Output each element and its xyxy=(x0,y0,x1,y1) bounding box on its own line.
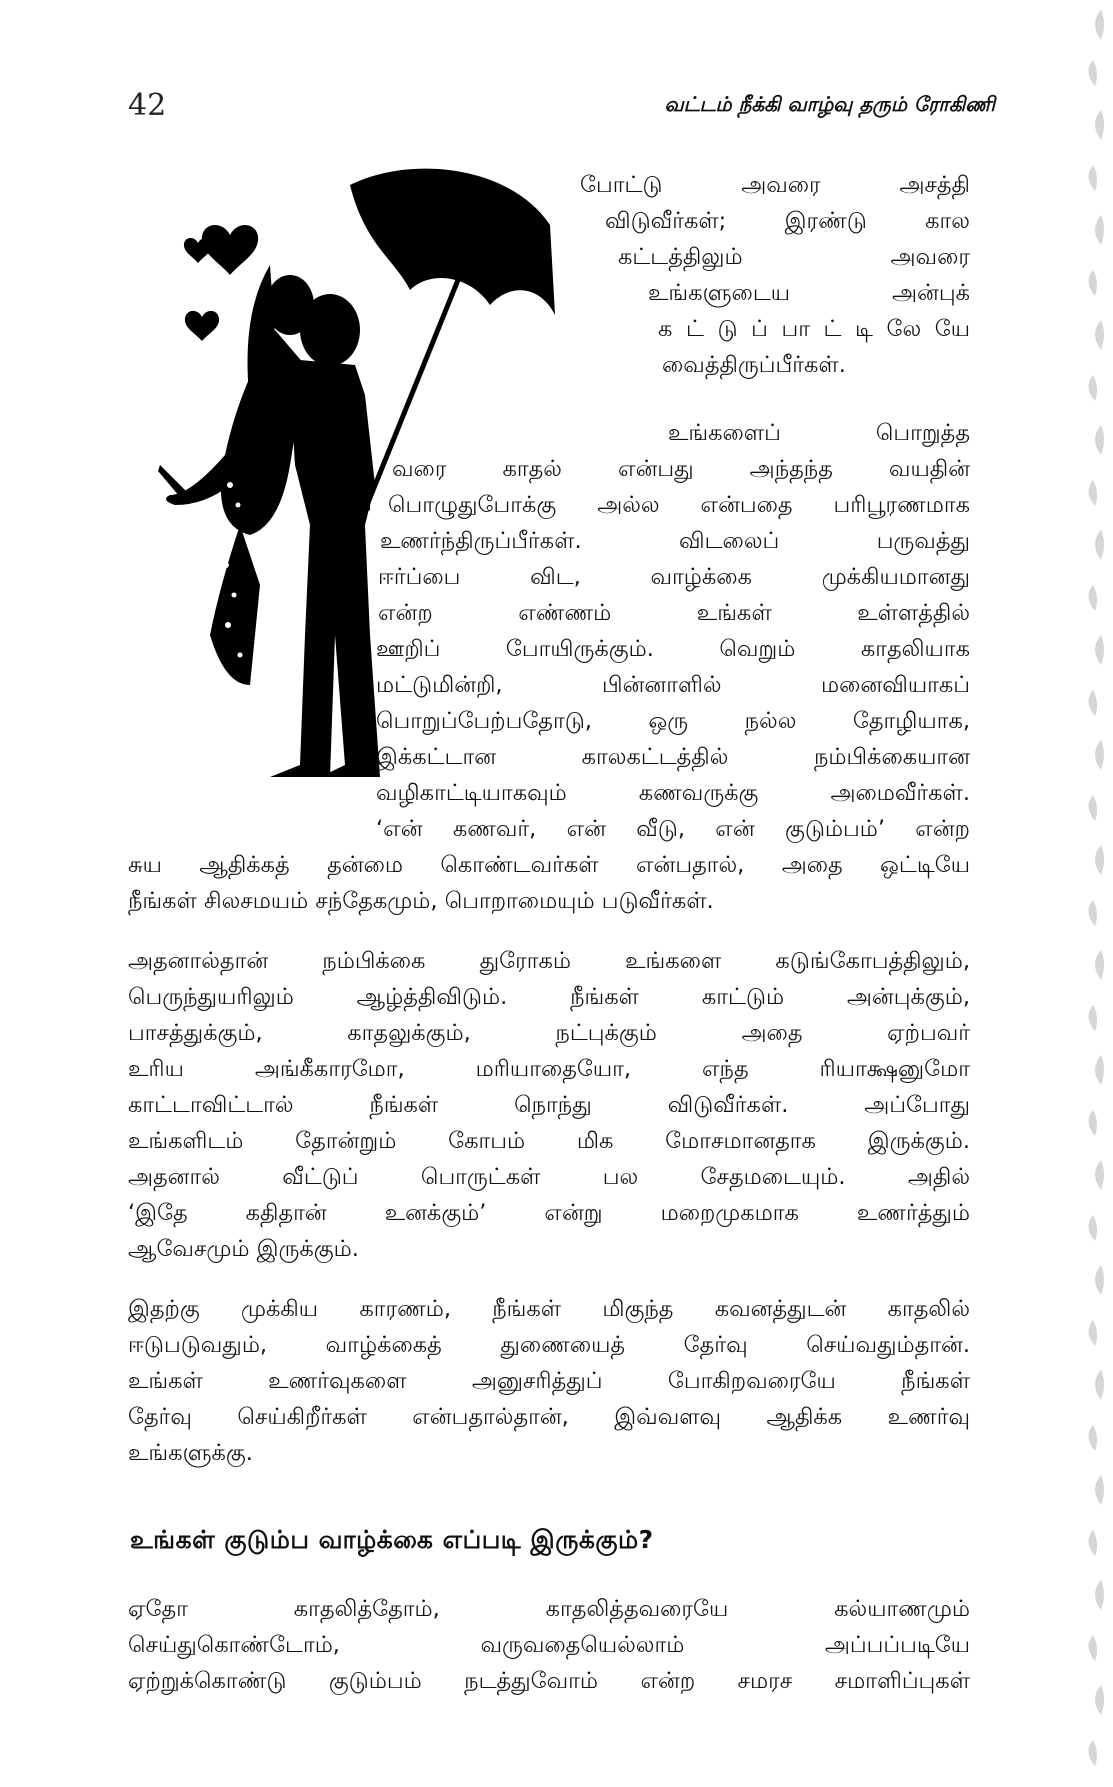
text-line: ஈடுபடுவதும், வாழ்க்கைத் துணையைத் தேர்வு செய்வதும்தான். xyxy=(128,1332,970,1358)
text-line: மட்டுமின்றி, பின்னாளில் மனைவியாகப் xyxy=(376,672,970,698)
text-line: ஏதோ காதலித்தோம், காதலித்தவரையே கல்யாணமும் xyxy=(128,1596,970,1622)
text-line: விடுவீர்கள்; இரண்டு கால xyxy=(605,208,970,234)
text-line: ‘என் கணவர், என் வீடு, என் குடும்பம்’ என்ற xyxy=(376,816,970,842)
text-line: வரை காதல் என்பது அந்தந்த வயதின் xyxy=(392,456,970,482)
text-line: காட்டாவிட்டால் நீங்கள் நொந்து விடுவீர்கள். அப்போது xyxy=(128,1092,970,1118)
text-line: உங்களுக்கு. xyxy=(128,1440,253,1466)
text-line: உணர்ந்திருப்பீர்கள். விடலைப் பருவத்து xyxy=(380,528,970,554)
text-line: பாசத்துக்கும், காதலுக்கும், நட்புக்கும் அதை ஏற்பவர் xyxy=(128,1020,970,1046)
text-line: பொறுப்பேற்பதோடு, ஒரு நல்ல தோழியாக, xyxy=(376,708,970,734)
section-subheading: உங்கள் குடும்ப வாழ்க்கை எப்படி இருக்கும்? xyxy=(130,1525,654,1554)
text-line: ஊறிப் போயிருக்கும். வெறும் காதலியாக xyxy=(376,636,970,662)
text-line: உங்களுடைய அன்புக் xyxy=(648,280,970,306)
running-head-book-title: வட்டம் நீக்கி வாழ்வு தரும் ரோகிணி xyxy=(664,92,995,116)
text-line: பொழுதுபோக்கு அல்ல என்பதை பரிபூரணமாக xyxy=(388,492,970,518)
text-line: அதனால்தான் நம்பிக்கை துரோகம் உங்களை கடுங்கோபத்திலும், xyxy=(128,948,970,974)
text-line: கட்டத்திலும் அவரை xyxy=(618,244,970,270)
woman-silhouette xyxy=(158,265,314,685)
text-line: வைத்திருப்பீர்கள். xyxy=(662,352,846,378)
page-number: 42 xyxy=(128,88,167,123)
text-line: ஏற்றுக்கொண்டு குடும்பம் நடத்துவோம் என்ற சமரச சமாளிப்புகள் xyxy=(128,1668,970,1694)
leaf-border-decoration xyxy=(1073,0,1113,1787)
text-line: இக்கட்டான காலகட்டத்தில் நம்பிக்கையான xyxy=(376,744,970,770)
text-line: உங்கள் உணர்வுகளை அனுசரித்துப் போகிறவரையே நீங்கள் xyxy=(128,1368,970,1394)
text-line: உரிய அங்கீகாரமோ, மரியாதையோ, எந்த ரியாக்ஷனுமோ xyxy=(128,1056,970,1082)
heart-icon xyxy=(185,311,219,341)
text-line: பெருந்துயரிலும் ஆழ்த்திவிடும். நீங்கள் காட்டும் அன்புக்கும், xyxy=(128,984,970,1010)
heart-icon xyxy=(184,238,212,263)
text-line: வழிகாட்டியாகவும் கணவருக்கு அமைவீர்கள். xyxy=(376,780,970,806)
text-line: செய்துகொண்டோம், வருவதையெல்லாம் அப்பப்படியே xyxy=(128,1632,970,1658)
text-line: உங்களைப் பொறுத்த xyxy=(668,420,970,446)
text-line: க ட் டு ப் பா ட் டி லே யே xyxy=(658,316,970,342)
text-line: ஈர்ப்பை விட, வாழ்க்கை முக்கியமானது xyxy=(378,564,970,590)
text-line: இதற்கு முக்கிய காரணம், நீங்கள் மிகுந்த கவனத்துடன் காதலில் xyxy=(128,1296,970,1322)
text-line: ஆவேசமும் இருக்கும். xyxy=(128,1236,359,1262)
text-line: சுய ஆதிக்கத் தன்மை கொண்டவர்கள் என்பதால், அதை ஒட்டியே xyxy=(128,852,970,878)
text-line: ‘இதே கதிதான் உனக்கும்’ என்று மறைமுகமாக உணர்த்தும் xyxy=(128,1200,970,1226)
text-line: உங்களிடம் தோன்றும் கோபம் மிக மோசமானதாக இருக்கும். xyxy=(128,1128,970,1154)
text-line: நீங்கள் சிலசமயம் சந்தேகமும், பொறாமையும் படுவீர்கள். xyxy=(128,888,714,914)
text-line: போட்டு அவரை அசத்தி xyxy=(580,172,970,198)
text-line: தேர்வு செய்கிறீர்கள் என்பதால்தான், இவ்வளவு ஆதிக்க உணர்வு xyxy=(128,1404,970,1430)
text-line: என்ற எண்ணம் உங்கள் உள்ளத்தில் xyxy=(378,600,970,626)
text-line: அதனால் வீட்டுப் பொருட்கள் பல சேதமடையும். அதில் xyxy=(128,1164,970,1190)
